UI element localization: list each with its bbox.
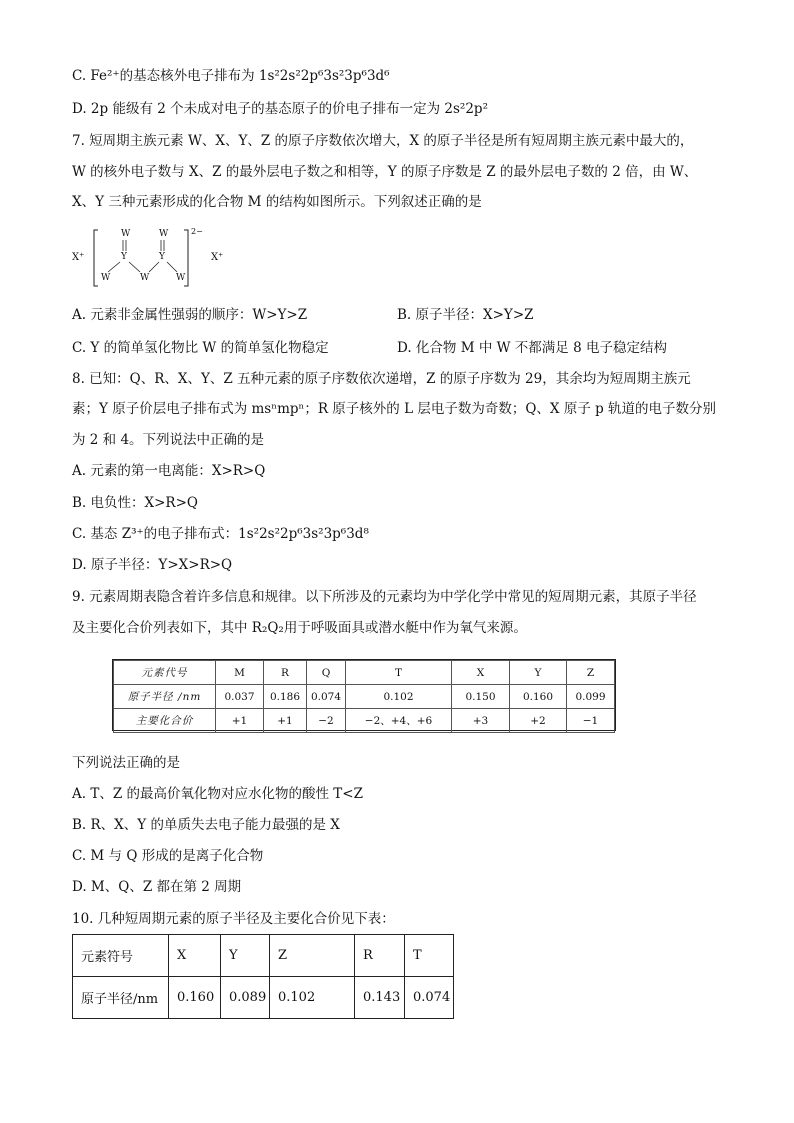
q9-element-table bbox=[112, 659, 616, 731]
table-row bbox=[114, 685, 615, 709]
table-cell: 0.099 bbox=[567, 685, 615, 709]
q10-stem: 10. 几种短周期元素的原子半径及主要化合价见下表： bbox=[72, 911, 395, 927]
table-cell: −2 bbox=[307, 709, 346, 733]
table-cell: +2 bbox=[510, 709, 567, 733]
atom-w-top-left: W bbox=[121, 229, 131, 239]
table-row bbox=[73, 977, 454, 1019]
table-cell: Y bbox=[221, 935, 270, 977]
q6-option-c: C. Fe²⁺的基态核外电子排布为 1s²2s²2p⁶3s²3p⁶3d⁶ bbox=[72, 68, 390, 84]
table-cell: 0.037 bbox=[216, 685, 264, 709]
cation-left: X⁺ bbox=[72, 252, 85, 263]
atom-w-bridge: W bbox=[140, 273, 150, 283]
atom-w-bottom-right: W bbox=[176, 273, 186, 283]
q8-option-c: C. 基态 Z³⁺的电子排布式：1s²2s²2p⁶3s²3p⁶3d⁸ bbox=[72, 526, 369, 542]
table-cell: Z bbox=[270, 935, 355, 977]
table-cell: 0.160 bbox=[169, 977, 221, 1019]
table-cell: X bbox=[452, 661, 510, 685]
table-cell: T bbox=[346, 661, 452, 685]
table-cell: +1 bbox=[264, 709, 307, 733]
table-cell: M bbox=[216, 661, 264, 685]
q8-stem-line-3: 为 2 和 4。下列说法中正确的是 bbox=[72, 432, 265, 448]
table-cell: +3 bbox=[452, 709, 510, 733]
table-cell: 主要化合价 bbox=[114, 709, 216, 733]
table-cell: T bbox=[405, 935, 454, 977]
q8-stem-line-1: 8. 已知：Q、R、X、Y、Z 五种元素的原子序数依次递增，Z 的原子序数为 29，其余均为短周期主族元 bbox=[72, 371, 691, 387]
q7-option-d: D. 化合物 M 中 W 不都满足 8 电子稳定结构 bbox=[397, 340, 667, 356]
q7-stem-line-2: W 的核外电子数与 X、Z 的最外层电子数之和相等，Y 的原子序数是 Z 的最外层电子数的 2 倍，由 W、 bbox=[72, 164, 698, 180]
table-cell: 0.074 bbox=[307, 685, 346, 709]
table-cell: 0.074 bbox=[405, 977, 454, 1019]
table-cell: R bbox=[355, 935, 405, 977]
atom-w-bottom-left: W bbox=[101, 273, 111, 283]
q8-option-a: A. 元素的第一电离能：X>R>Q bbox=[72, 463, 266, 479]
table-cell: −2、+4、+6 bbox=[346, 709, 452, 733]
table-header-row bbox=[73, 935, 454, 977]
q8-stem-line-2: 素；Y 原子价层电子排布式为 msⁿmpⁿ；R 原子核外的 L 层电子数为奇数；Q、X 原子 p 轨道的电子数分别 bbox=[72, 401, 717, 417]
q7-option-b: B. 原子半径：X>Y>Z bbox=[397, 307, 534, 323]
table-cell: −1 bbox=[567, 709, 615, 733]
table-cell: 原子半径/nm bbox=[73, 977, 169, 1019]
q10-element-table bbox=[72, 934, 454, 1019]
q8-option-d: D. 原子半径：Y>X>R>Q bbox=[72, 557, 233, 573]
table-header-row bbox=[114, 661, 615, 685]
q7-option-c: C. Y 的简单氢化物比 W 的简单氢化物稳定 bbox=[72, 340, 329, 356]
q9-option-b: B. R、X、Y 的单质失去电子能力最强的是 X bbox=[72, 817, 340, 833]
table-cell: 0.102 bbox=[270, 977, 355, 1019]
q9-option-c: C. M 与 Q 形成的是离子化合物 bbox=[72, 848, 264, 864]
anion-charge: 2− bbox=[191, 227, 203, 236]
table-row bbox=[114, 709, 615, 733]
q9-question: 下列说法正确的是 bbox=[72, 755, 180, 771]
table-cell: 0.089 bbox=[221, 977, 270, 1019]
cation-right: X⁺ bbox=[211, 252, 224, 263]
table-cell: 0.160 bbox=[510, 685, 567, 709]
table-cell: 元素代号 bbox=[114, 661, 216, 685]
table-cell: +1 bbox=[216, 709, 264, 733]
q9-option-a: A. T、Z 的最高价氧化物对应水化物的酸性 T<Z bbox=[72, 786, 363, 802]
table-cell: Q bbox=[307, 661, 346, 685]
q7-structure-figure bbox=[72, 226, 272, 290]
table-cell: 0.102 bbox=[346, 685, 452, 709]
q9-stem-line-2: 及主要化合价列表如下，其中 R₂Q₂用于呼吸面具或潜水艇中作为氧气来源。 bbox=[72, 620, 527, 636]
q7-stem-line-1: 7. 短周期主族元素 W、X、Y、Z 的原子序数依次增大，X 的原子半径是所有短周期主族元素中最大的， bbox=[72, 133, 694, 149]
q6-option-d: D. 2p 能级有 2 个未成对电子的基态原子的价电子排布一定为 2s²2p² bbox=[72, 101, 488, 117]
q9-option-d: D. M、Q、Z 都在第 2 周期 bbox=[72, 879, 242, 895]
table-cell: Z bbox=[567, 661, 615, 685]
table-cell: 元素符号 bbox=[73, 935, 169, 977]
atom-y-right: Y bbox=[159, 252, 165, 262]
q7-option-a: A. 元素非金属性强弱的顺序：W>Y>Z bbox=[72, 307, 308, 323]
q9-stem-line-1: 9. 元素周期表隐含着许多信息和规律。以下所涉及的元素均为中学化学中常见的短周期元素，其原子半径 bbox=[72, 589, 697, 605]
atom-y-left: Y bbox=[121, 252, 127, 262]
q8-option-b: B. 电负性：X>R>Q bbox=[72, 495, 198, 511]
table-cell: 原子半径 /nm bbox=[114, 685, 216, 709]
atom-w-top-right: W bbox=[159, 229, 169, 239]
table-cell: 0.143 bbox=[355, 977, 405, 1019]
table-cell: 0.186 bbox=[264, 685, 307, 709]
table-cell: R bbox=[264, 661, 307, 685]
table-cell: X bbox=[169, 935, 221, 977]
q7-stem-line-3: X、Y 三种元素形成的化合物 M 的结构如图所示。下列叙述正确的是 bbox=[72, 194, 482, 210]
table-cell: Y bbox=[510, 661, 567, 685]
table-cell: 0.150 bbox=[452, 685, 510, 709]
